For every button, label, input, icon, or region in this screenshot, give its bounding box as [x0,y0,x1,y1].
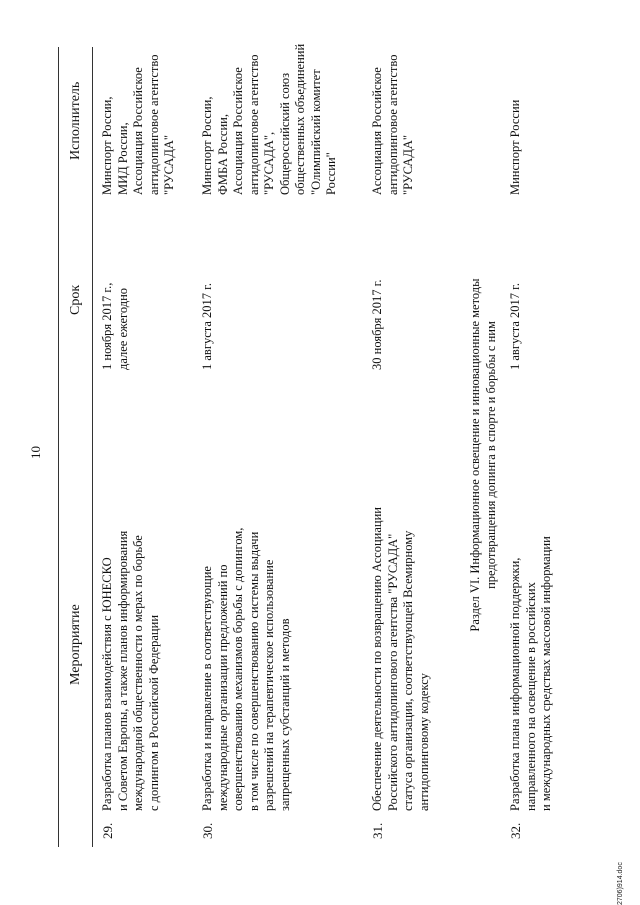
page-number: 10 [28,446,43,459]
event-line: и Советом Европы, а также планов информирования [115,530,130,811]
executor-line: Минспорт России, [200,96,214,195]
event-line: разрешений на терапевтическое использование [262,559,276,811]
executor-line: Минспорт России [508,99,522,195]
executor-line: Ассоциация Российское [131,67,145,195]
event-line: статуса организации, соответствующей Всемирному [401,530,415,811]
executor-line: "РУСАДА" [162,135,176,195]
row-number: 32. [508,822,523,839]
event-line: с допингом в Российской Федерации [146,614,161,811]
header-executor: Исполнитель [68,81,83,160]
section-heading [468,155,499,755]
row-executor [200,45,340,195]
header-term: Срок [68,284,83,315]
event-line: Российского антидопингового агентства "РУСАДА" [385,533,400,811]
term-line: 1 августа 2017 г. [508,282,522,370]
event-line: в том числе по совершенствованию системы выдачи [246,531,261,811]
executor-line: антидопинговое агентство [146,54,161,195]
event-line: Разработка планов взаимодействия с ЮНЕСКО [100,557,114,811]
executor-line: "РУСАДА", [262,131,276,195]
row-event [100,391,162,811]
executor-line: антидопинговое агентство [246,54,261,195]
row-number: 30. [200,822,215,839]
executor-line: антидопинговое агентство [385,54,400,195]
section-heading-line: Раздел VI. Информационное освещение и инновационные методы [468,278,482,632]
executor-line: "Олимпийский комитет [308,69,323,195]
row-event [200,391,293,811]
executor-line: МИД России, [115,122,130,195]
event-line: Разработка плана информационной поддержки, [508,557,522,811]
executor-line: Общероссийский союз [277,72,292,195]
term-line: далее ежегодно [115,287,130,370]
row-event [370,391,432,811]
header-bottom-rule [92,47,93,847]
row-executor [100,45,178,195]
row-number: 31. [370,822,385,839]
event-line: международной общественности о мерах по борьбе [131,535,145,811]
event-line: и международных средствах массовой информации [539,536,553,811]
row-executor [508,45,524,195]
executor-line: Ассоциация Российское [231,67,245,195]
executor-line: "РУСАДА" [401,135,415,195]
event-line: направленного на освещение в российских [523,582,538,811]
row-term [370,205,386,370]
event-line: Обеспечение деятельности по возвращению Ассоциации [370,507,384,811]
executor-line: Ассоциация Российское [370,67,384,195]
section-heading-line: предотвращения допинга в спорте и борьбы с ним [483,321,498,589]
executor-line: России" [324,152,338,195]
executor-line: общественных объединений [293,43,307,195]
row-term [508,205,524,370]
event-line: Разработка и направление в соответствующие [200,566,214,811]
executor-line: Минспорт России, [100,96,114,195]
event-line: международные организации предложений по [215,564,230,811]
row-executor [370,45,417,195]
term-line: 1 августа 2017 г. [200,282,214,370]
row-term [200,205,216,370]
row-term [100,205,131,370]
event-line: антидопинговому кодексу [416,673,431,811]
term-line: 1 ноября 2017 г., [100,282,114,370]
document-footer: 2706)914.doc [617,862,624,905]
event-line: совершенствованию механизмов борьбы с допингом, [231,527,245,811]
event-line: запрещенных субстанций и методов [277,618,292,811]
table-top-rule [58,47,59,847]
row-event [508,391,555,811]
term-line: 30 ноября 2017 г. [370,279,384,370]
executor-line: ФМБА России, [215,114,230,195]
header-event: Мероприятие [68,604,83,685]
row-number: 29. [100,822,115,839]
